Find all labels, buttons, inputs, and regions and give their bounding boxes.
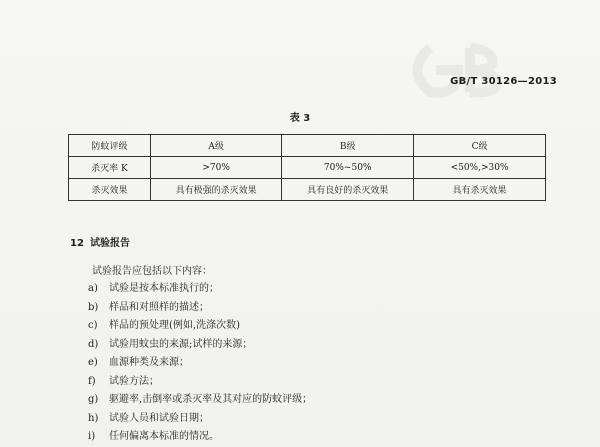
table-row	[69, 135, 546, 157]
list-item	[88, 280, 312, 299]
list-item	[88, 373, 312, 392]
table-cell: 具有良好的杀灭效果	[282, 179, 414, 201]
list-text: 试验用蚊虫的来源;试样的来源；	[109, 338, 253, 350]
mosquito-grade-table	[68, 134, 546, 201]
table-cell: 防蚊评级	[69, 135, 151, 157]
list-marker: i)	[88, 431, 96, 442]
list-text: 样品的预处理(例如,洗涤次数)	[109, 320, 240, 331]
report-items-list	[88, 280, 312, 447]
table-cell: 具有杀灭效果	[414, 179, 546, 201]
table-cell: <50%,>30%	[414, 157, 546, 179]
table-cell: 杀灭效果	[69, 179, 151, 201]
table-cell: 杀灭率 K	[69, 157, 151, 179]
list-text: 试验是按本标准执行的；	[109, 283, 219, 294]
list-marker: h)	[88, 412, 99, 424]
list-item	[88, 391, 312, 410]
list-marker: f)	[88, 375, 96, 387]
list-item	[88, 354, 312, 373]
table-cell: C级	[414, 135, 546, 157]
list-marker: a)	[88, 283, 98, 294]
table-cell: 70%~50%	[282, 157, 414, 179]
list-marker: g)	[88, 394, 99, 405]
list-text: 样品和对照样的描述；	[109, 301, 209, 313]
list-item	[88, 317, 312, 336]
gb-logo-watermark-icon	[400, 40, 510, 100]
table-cell: 具有极强的杀灭效果	[150, 179, 281, 201]
list-item	[88, 336, 312, 355]
list-item	[88, 299, 312, 318]
section-heading	[70, 234, 130, 249]
table-cell: >70%	[150, 157, 281, 179]
table-row	[69, 157, 546, 179]
table-caption: 表 3	[289, 113, 311, 124]
table-row	[69, 179, 546, 201]
list-text: 试验方法；	[109, 375, 159, 387]
table-cell: A级	[150, 135, 281, 157]
list-item	[88, 410, 312, 429]
list-marker: d)	[88, 338, 99, 350]
list-text: 试验人员和试验日期；	[109, 412, 209, 424]
list-marker: b)	[88, 301, 99, 313]
list-item	[88, 428, 312, 447]
section-intro: 试验报告应包括以下内容：	[92, 266, 212, 277]
list-text: 驱避率,击倒率或杀灭率及其对应的防蚊评级；	[109, 394, 313, 405]
table-cell: B级	[282, 135, 414, 157]
list-marker: e)	[88, 357, 98, 368]
section-number: 12	[70, 238, 84, 249]
section-title: 试验报告	[90, 238, 130, 249]
standard-code: GB/T 30126—2013	[450, 76, 557, 87]
list-text: 任何偏离本标准的情况。	[109, 431, 219, 442]
list-text: 血源种类及来源；	[109, 357, 189, 368]
list-marker: c)	[88, 320, 98, 331]
